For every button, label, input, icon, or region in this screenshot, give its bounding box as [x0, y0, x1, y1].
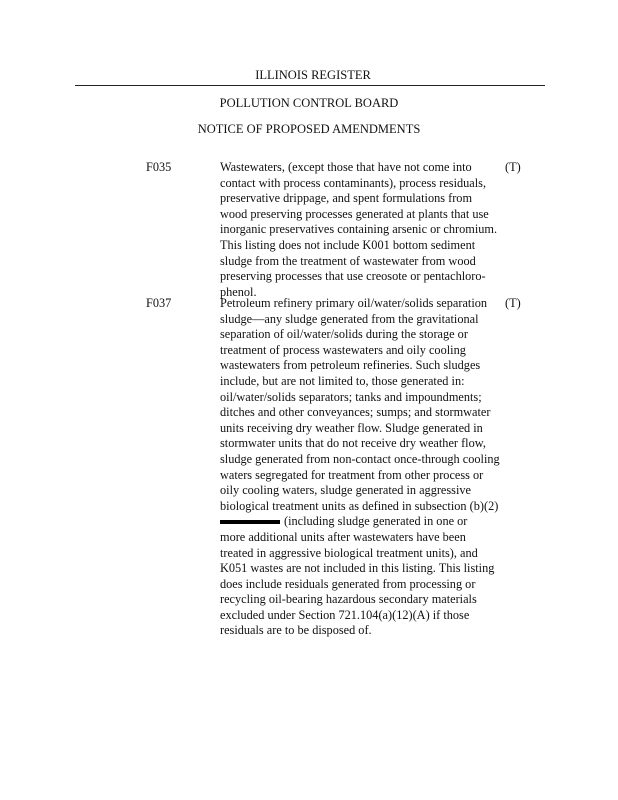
line-text: (including sludge generated in one or [284, 514, 468, 529]
waste-description [220, 160, 510, 300]
waste-description [220, 296, 510, 639]
description-line: oily cooling waters, sludge generated in aggressive [220, 483, 471, 498]
description-line: residuals are to be disposed of. [220, 623, 372, 638]
notice-title: NOTICE OF PROPOSED AMENDMENTS [197, 122, 421, 136]
description-line: oil/water/solids separators; tanks and impoundments; [220, 389, 482, 404]
description-line: ditches and other conveyances; sumps; and stormwater [220, 405, 491, 420]
header-rule [75, 85, 545, 86]
description-line: preservative drippage, and spent formulations from [220, 191, 473, 206]
description-line: units receiving dry weather flow. Sludge generated in [220, 420, 483, 435]
hazard-code: (T) [505, 296, 521, 310]
waste-code: F037 [146, 296, 172, 310]
description-line: biological treatment units as defined in subsection (b)(2) [220, 498, 499, 513]
description-line: wastewaters from petroleum refineries. Such sludges [220, 358, 481, 373]
description-line: Petroleum refinery primary oil/water/solids separation [220, 296, 488, 310]
register-title: ILLINOIS REGISTER [255, 68, 371, 82]
description-line: inorganic preservatives containing arsenic or chromium. [220, 222, 498, 237]
hazard-code: (T) [505, 160, 521, 174]
description-line: sludge—any sludge generated from the gravitational [220, 311, 479, 326]
board-title: POLLUTION CONTROL BOARD [219, 96, 399, 110]
description-line: treated in aggressive biological treatment units), and [220, 545, 478, 560]
description-line: does include residuals generated from processing or [220, 576, 476, 591]
description-line: phenol. [220, 284, 257, 299]
description-line: Wastewaters, (except those that have not come into [220, 160, 472, 174]
description-line: more additional units after wastewaters have been [220, 529, 466, 544]
description-line: wood preserving processes generated at plants that use [220, 206, 489, 221]
description-line: treatment of process wastewaters and oily cooling [220, 342, 466, 357]
description-line: sludge generated from non-contact once-through cooling [220, 451, 500, 466]
description-line: stormwater units that do not receive dry weather flow, [220, 436, 486, 451]
description-line [220, 514, 510, 530]
description-line: excluded under Section 721.104(a)(12)(A) if those [220, 607, 470, 622]
description-line: waters segregated for treatment from other process or [220, 467, 484, 482]
redaction-bar [220, 520, 280, 524]
waste-code: F035 [146, 160, 172, 174]
description-line: separation of oil/water/solids during the storage or [220, 327, 468, 342]
description-line: contact with process contaminants), process residuals, [220, 175, 487, 190]
description-line: recycling oil-bearing hazardous secondary materials [220, 592, 477, 607]
description-line: include, but are not limited to, those generated in: [220, 373, 465, 388]
description-line: K051 wastes are not included in this listing. This listing [220, 561, 495, 576]
description-line: sludge from the treatment of wastewater from wood [220, 253, 476, 268]
description-line: preserving processes that use creosote or pentachloro- [220, 269, 486, 284]
description-line: This listing does not include K001 bottom sediment [220, 237, 476, 252]
